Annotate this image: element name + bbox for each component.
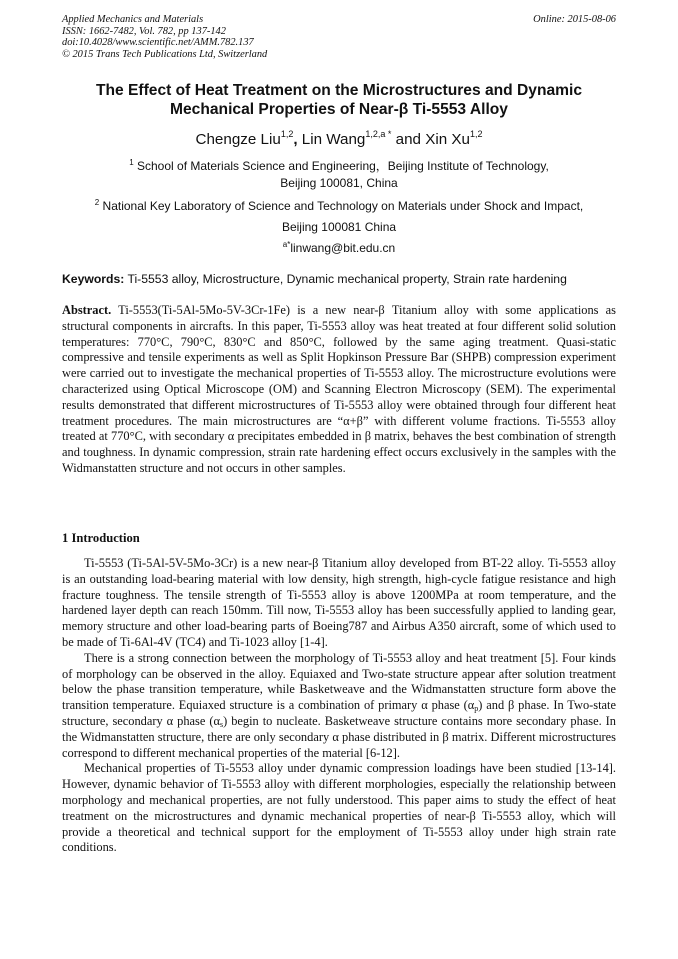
doi-line: doi:10.4028/www.scientific.net/AMM.782.137	[62, 37, 254, 49]
keywords-text: Ti-5553 alloy, Microstructure, Dynamic mechanical property, Strain rate hardening	[124, 272, 567, 286]
author-separator-2: and	[391, 131, 426, 148]
keywords-line	[62, 272, 616, 287]
intro-paragraph-3: Mechanical properties of Ti-5553 alloy under dynamic compression loadings have been studied [13-14]. However, dynamic behavior of Ti-5553 alloy with different morphologies, especially the relationship between morphology and mechanical properties, are not fully understood. This paper aims to study the effect of heat treatment on the microstructures and dynamic mechanical properties of near-β Ti-5553 alloy, which will provide a theoretical and technical support for the employment of Ti-5553 alloy under high strain rate conditions.	[62, 761, 616, 855]
journal-meta	[62, 14, 267, 60]
email-marker: a*	[282, 240, 291, 249]
affiliation-2-line-2: Beijing 100081 China	[281, 220, 397, 234]
issn-line: ISSN: 1662-7482, Vol. 782, pp 137-142	[62, 25, 226, 37]
title-line-2: Mechanical Properties of Near-β Ti-5553 Alloy	[170, 100, 508, 118]
author-separator-1: ,	[293, 131, 302, 148]
keywords-label: Keywords:	[62, 272, 125, 286]
email-link[interactable]: linwang@bit.edu.cn	[290, 241, 396, 255]
journal-name: Applied Mechanics and Materials	[62, 14, 204, 25]
abstract-label: Abstract.	[62, 303, 112, 317]
author-2-affil: 1,2,a *	[365, 129, 392, 139]
intro-paragraph-2	[62, 651, 616, 762]
abstract-text: Ti-5553(Ti-5Al-5Mo-5V-3Cr-1Fe) is a new near-β Titanium alloy with some applications as structural components in aircrafts. In this paper, Ti-5553 alloy was heat treated at four different solid solution temperatures: 770°C, 790°C, 830°C and 850°C, followed by the same aging treatment. Quasi-static compressive and tensile experiments as well as Split Hopkinson Pressure Bar (SHPB) compression experiment were carried out to investigate the mechanical properties of Ti-5553 alloy. The microstructure evolutions were characterized using Optical Microscope (OM) and Scanning Electron Microscopy (SEM). The experimental results demonstrated that different microstructures of Ti-5553 alloy were obtained through four different heat treatment procedures. The main microstructures are “α+β” with different volume fractions. Ti-5553 alloy treated at 770°C, with secondary α precipitates embedded in β matrix, behaves the best combination of strength and toughness. In dynamic compression, strain rate hardening effect occurs exclusively in the samples with the Widmanstatten structure and not occurs in other samples.	[62, 303, 616, 475]
introduction-body	[62, 556, 616, 856]
title-line-1: The Effect of Heat Treatment on the Microstructures and Dynamic	[95, 82, 583, 99]
author-1: Chengze Liu	[195, 131, 281, 148]
affiliation-1-line-1: School of Materials Science and Engineering，Beijing Institute of Technology,	[133, 159, 549, 173]
alpha-primary-subscript: p	[474, 704, 479, 714]
online-date: Online: 2015-08-06	[533, 14, 616, 25]
affiliation-2-marker: 2	[94, 198, 100, 207]
affiliation-1-marker: 1	[129, 158, 134, 167]
affiliation-1-line-2: Beijing 100081, China	[280, 176, 398, 190]
affiliation-1	[62, 158, 616, 192]
alpha-secondary-subscript: s	[219, 719, 224, 729]
affiliation-2	[62, 196, 616, 259]
intro-paragraph-2-part-b: ) and β phase. In Two-state structure, secondary α phase (α	[62, 698, 616, 728]
author-list	[62, 131, 616, 149]
section-heading-introduction: 1 Introduction	[62, 531, 140, 545]
copyright-line: © 2015 Trans Tech Publications Ltd, Switzerland	[62, 48, 268, 60]
intro-paragraph-2-part-c: ) begin to nucleate. Basketweave structure contains more secondary phase. In the Widmanstatten structure, there are only secondary α phase distributed in β matrix. Different microstructures correspond to different mechanical properties of the material [6-12].	[62, 713, 616, 760]
abstract-paragraph	[62, 303, 616, 477]
affiliation-2-line-1: National Key Laboratory of Science and Technology on Materials under Shock and Impact,	[99, 199, 584, 213]
author-3-affil: 1,2	[469, 129, 483, 139]
author-1-affil: 1,2	[280, 129, 294, 139]
intro-paragraph-2-part-a: There is a strong connection between the morphology of Ti-5553 alloy and heat treatment [5]. Four kinds of morphology can be observed in the alloy. Equiaxed and Two-state structure appear after solution treatment below the phase transition temperature, while Basketweave and the Widmanstatten structure form above the transition temperature. Equiaxed structure is a combination of primary α phase (α	[62, 650, 616, 713]
author-2: Lin Wang	[301, 131, 366, 148]
author-3: Xin Xu	[425, 131, 470, 148]
paper-title	[62, 82, 616, 119]
intro-paragraph-1: Ti-5553 (Ti-5Al-5V-5Mo-3Cr) is a new near-β Titanium alloy developed from BT-22 alloy. Ti-5553 alloy is an outstanding load-bearing material with low density, high strength, high-cycle fatigue resistance and high fracture toughness. The tensile strength of Ti-5553 alloy is above 1200MPa at room temperature, and the hardened layer depth can reach 150mm. Till now, Ti-5553 alloy has been successfully applied to landing gear, memory structure and other load-bearing parts of Boeing787 and Airbus A350 aircraft, some of which used to be made of Ti-6Al-4V (TC4) and Ti-1023 alloy [1-4].	[62, 556, 616, 649]
